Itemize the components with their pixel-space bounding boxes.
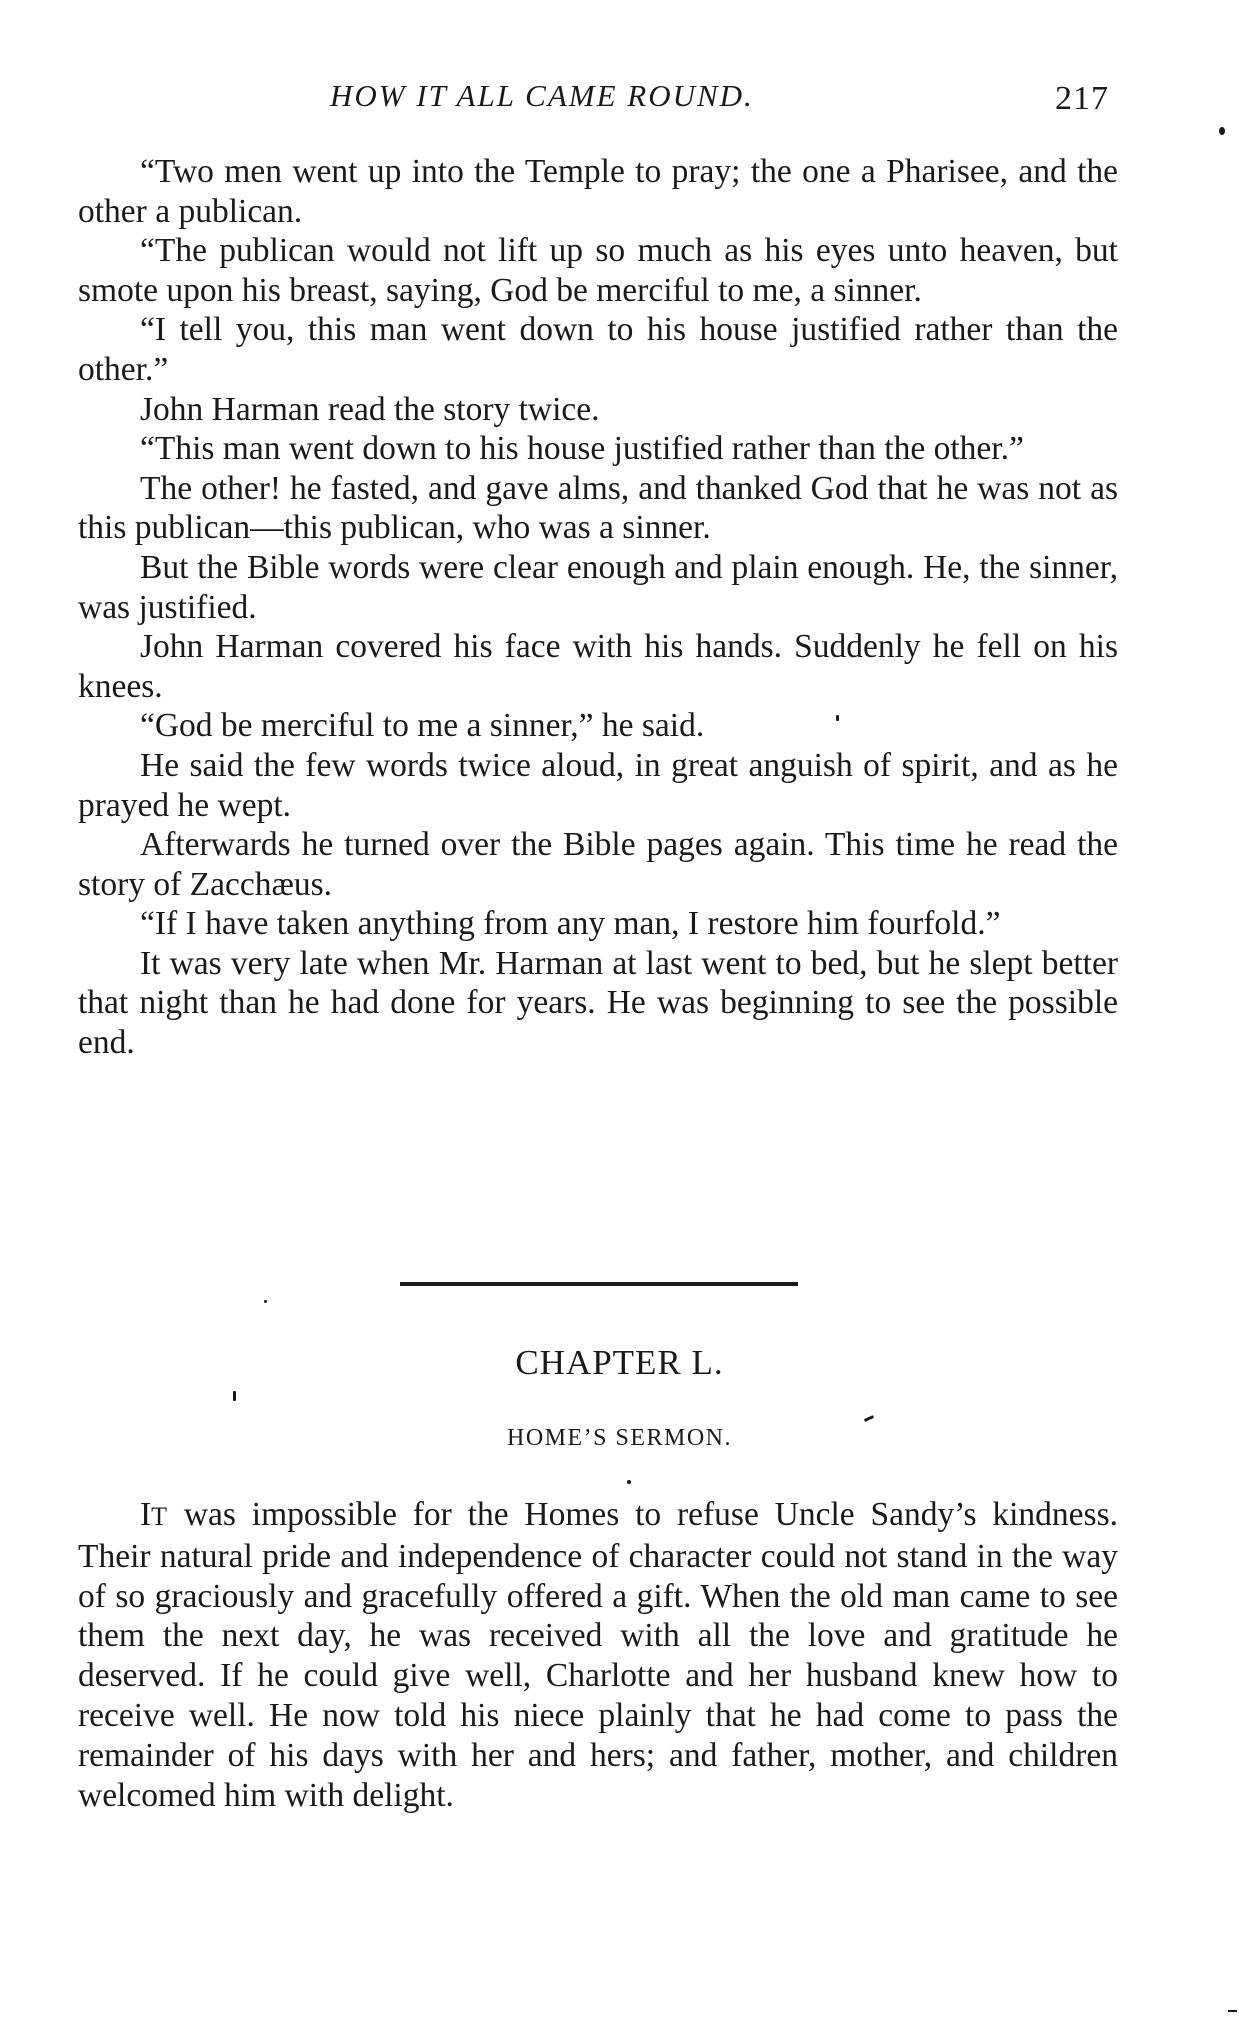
paragraph: “The publican would not lift up so much as his eyes unto heaven, but smote upon his breast, saying, God be merciful to me, a sinner. (78, 232, 1118, 309)
top-text-block (78, 152, 1118, 1063)
paragraph: Afterwards he turned over the Bible pages again. This time he read the story of Zacchæus. (78, 826, 1118, 903)
paragraph: “If I have taken anything from any man, I restore him fourfold.” (140, 905, 1001, 943)
opening-text: was impossible for the Homes to refuse Uncle Sandy’s kindness. Their natural pride and independence of character could not stand in the way of so graciously and gracefully offered a gift. When the old man came to see them the next day, he was received with all the love and gratitude he deserved. If he could give well, Charlotte and her husband knew how to receive well. He now told his niece plainly that he had come to pass the remainder of his days with her and hers; and father, mother, and children welcomed him with delight. (78, 1496, 1118, 1814)
running-head: HOW IT ALL CAME ROUND. (330, 78, 754, 113)
scan-speck (627, 1480, 631, 1484)
paragraph: John Harman covered his face with his hands. Suddenly he fell on his knees. (78, 628, 1118, 705)
paragraph: He said the few words twice aloud, in great anguish of spirit, and as he prayed he wept. (78, 746, 1118, 824)
chapter-opening-block (78, 1495, 1118, 1815)
scan-speck (264, 1300, 267, 1303)
chapter-subtitle: HOME’S SERMON. (506, 1425, 733, 1451)
paragraph: “I tell you, this man went down to his house justified rather than the other.” (78, 311, 1118, 388)
opening-initial: I (140, 1496, 152, 1533)
scan-speck (864, 1415, 874, 1422)
paragraph: “Two men went up into the Temple to pray; the one a Pharisee, and the other a publican. (78, 153, 1118, 230)
paragraph: “God be merciful to me a sinner,” he said. (140, 707, 705, 745)
opening-smallcaps: T (151, 1502, 169, 1531)
scan-speck (1219, 127, 1225, 135)
chapter-opening-paragraph (78, 1495, 1118, 1815)
paragraph: But the Bible words were clear enough and plain enough. He, the sinner, was justified. (78, 548, 1118, 626)
paragraph: “This man went down to his house justified rather than the other.” (140, 430, 1024, 468)
chapter-title: CHAPTER L. (515, 1343, 724, 1382)
scan-speck (1228, 2010, 1237, 2012)
section-divider-rule (400, 1282, 798, 1286)
page-number: 217 (1055, 80, 1109, 117)
scan-speck (233, 1391, 236, 1401)
paragraph: It was very late when Mr. Harman at last went to bed, but he slept better that night than he had done for years. He was beginning to see the possible end. (78, 944, 1118, 1062)
paragraph: John Harman read the story twice. (140, 390, 600, 428)
scan-speck (836, 715, 839, 721)
paragraph: The other! he fasted, and gave alms, and thanked God that he was not as this publican—this publican, who was a sinner. (78, 469, 1118, 547)
